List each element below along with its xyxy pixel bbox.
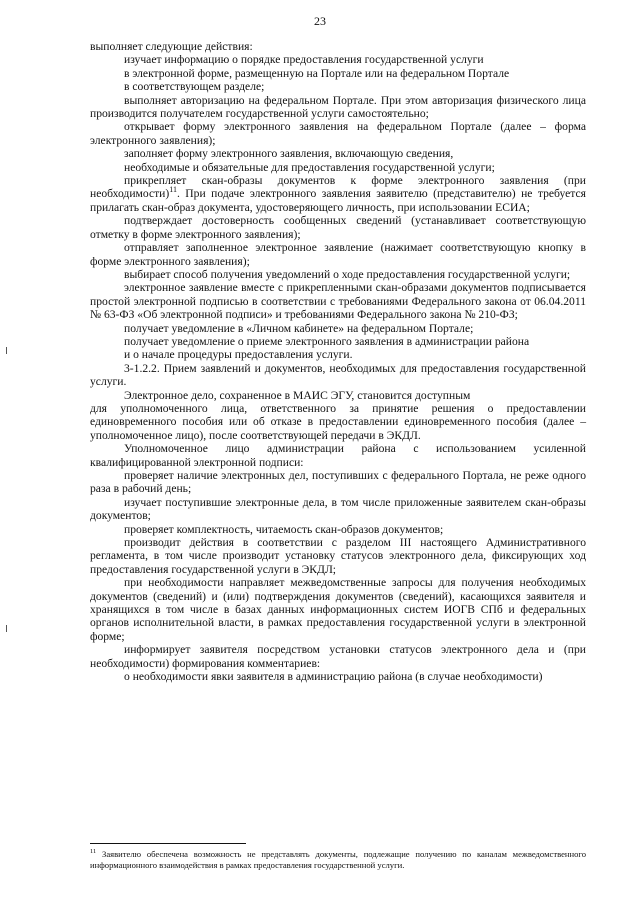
chooses-paragraph: выбирает способ получения уведомлений о ходе предоставления государственной услуги;	[124, 267, 571, 281]
fill-form-line: заполняет форму электронного заявления, включающую сведения,	[124, 147, 454, 161]
page-number: 23	[314, 14, 326, 28]
studies-cases-paragraph: изучает поступившие электронные дела, в том числе приложенные заявителем скан-образы документов;	[90, 495, 586, 523]
auth-paragraph: выполняет авторизацию на федеральном Портале. При этом авторизация физического лица производится получателем государственной услуги самостоятельно;	[90, 93, 586, 121]
confirm-paragraph: подтверждает достоверность сообщенных сведений (устанавливает соответствующую отметку в форме электронного заявления);	[90, 214, 586, 241]
case-first-line: Электронное дело, сохраненное в МАИС ЭГУ, становится доступным	[124, 388, 471, 402]
study-line: изучает информацию о порядке предоставления государственной услуги	[124, 53, 484, 67]
attach-text: прикрепляет скан-образы документов к форме электронного заявления (при необходимости)	[90, 174, 586, 201]
informs-paragraph: информирует заявителя посредством установки статусов электронного дела и (при необходимости) формирования комментариев:	[90, 643, 586, 670]
checks-complete-paragraph: проверяет комплектность, читаемость скан-образов документов;	[124, 522, 444, 536]
receives-cabinet-paragraph: получает уведомление в «Личном кабинете» на федеральном Портале;	[124, 321, 474, 335]
case-available-paragraph	[90, 389, 586, 443]
sends-paragraph: отправляет заполненное электронное заявление (нажимает соответствующую кнопку в форме электронного заявления);	[90, 241, 586, 268]
signed-paragraph: электронное заявление вместе с прикрепленными скан-образами документов подписывается простой электронной подписью в соответствии с требованиями Федерального закона от 06.04.2011 № 63-ФЗ «Об электронной подписи» и требованиями Федерального закона № 210-ФЗ;	[90, 281, 586, 322]
scan-edge-mark	[6, 625, 7, 632]
document-body	[90, 40, 586, 684]
receives-notice-line: и о начале процедуры предоставления услуги.	[124, 348, 353, 362]
footnote-text: Заявителю обеспечена возможность не представлять документы, подлежащие получению по каналам межведомственного информационного взаимодействия в рамках предоставления государственной услуги.	[90, 849, 586, 870]
study-line: в соответствующем разделе;	[124, 80, 265, 94]
receives-notice-paragraph	[90, 335, 586, 362]
section-heading: 3-1.2.2. Прием заявлений и документов, необходимых для предоставления государственной услуги.	[90, 361, 586, 389]
attach-paragraph	[90, 174, 586, 214]
checks-cases-paragraph: проверяет наличие электронных дел, поступивших с федерального Портала, не реже одного раза в рабочий день;	[90, 469, 586, 496]
fill-form-paragraph	[90, 147, 586, 174]
need-visit-paragraph: о необходимости явки заявителя в администрацию района (в случае необходимости)	[124, 670, 543, 684]
footnote-ref: 11	[169, 185, 177, 195]
intro-paragraph: выполняет следующие действия:	[90, 40, 253, 53]
scan-edge-mark	[6, 347, 7, 354]
receives-notice-line: получает уведомление о приеме электронного заявления в администрации района	[124, 334, 530, 348]
requests-paragraph: при необходимости направляет межведомственные запросы для получения необходимых документов (сведений) и (или) подтверждения документов (сведений), касающихся заявителя и хранящихся в том числе в базах данных информационных систем ИОГВ СПб и федеральных органов исполнительной власти, в рамках предоставления государственной услуги в электронной форме;	[90, 576, 586, 643]
footnote-divider	[90, 843, 246, 844]
footnote-number: 11	[90, 848, 97, 856]
study-line: в электронной форме, размещенную на Портале или на федеральном Портале	[124, 66, 510, 80]
attach-text-cont: . При подаче электронного заявления заявителю (представителю) не требуется прилагать скан-образ документа, удостоверяющего личность, при использовании ЕСИА;	[90, 187, 586, 214]
official-paragraph: Уполномоченное лицо администрации района с использованием усиленной квалифицированной электронной подписи:	[90, 442, 586, 469]
fill-form-line: необходимые и обязательные для предоставления государственной услуги;	[124, 160, 495, 174]
case-rest: для уполномоченного лица, ответственного за принятие решения о предоставлении единовременного пособия или об отказе в предоставлении единовременного пособия (далее – уполномоченное лицо), после соответствующей передачи в ЭКДЛ.	[90, 401, 586, 442]
study-paragraph	[90, 53, 586, 93]
footnote	[90, 849, 586, 871]
performs-paragraph: производит действия в соответствии с разделом III настоящего Административного регламента, в том числе производит установку статусов электронного дела, фиксирующих ход предоставления государственной услуги в ЭКДЛ;	[90, 536, 586, 576]
opens-form-paragraph: открывает форму электронного заявления на федеральном Портале (далее – форма электронного заявления);	[90, 120, 586, 147]
